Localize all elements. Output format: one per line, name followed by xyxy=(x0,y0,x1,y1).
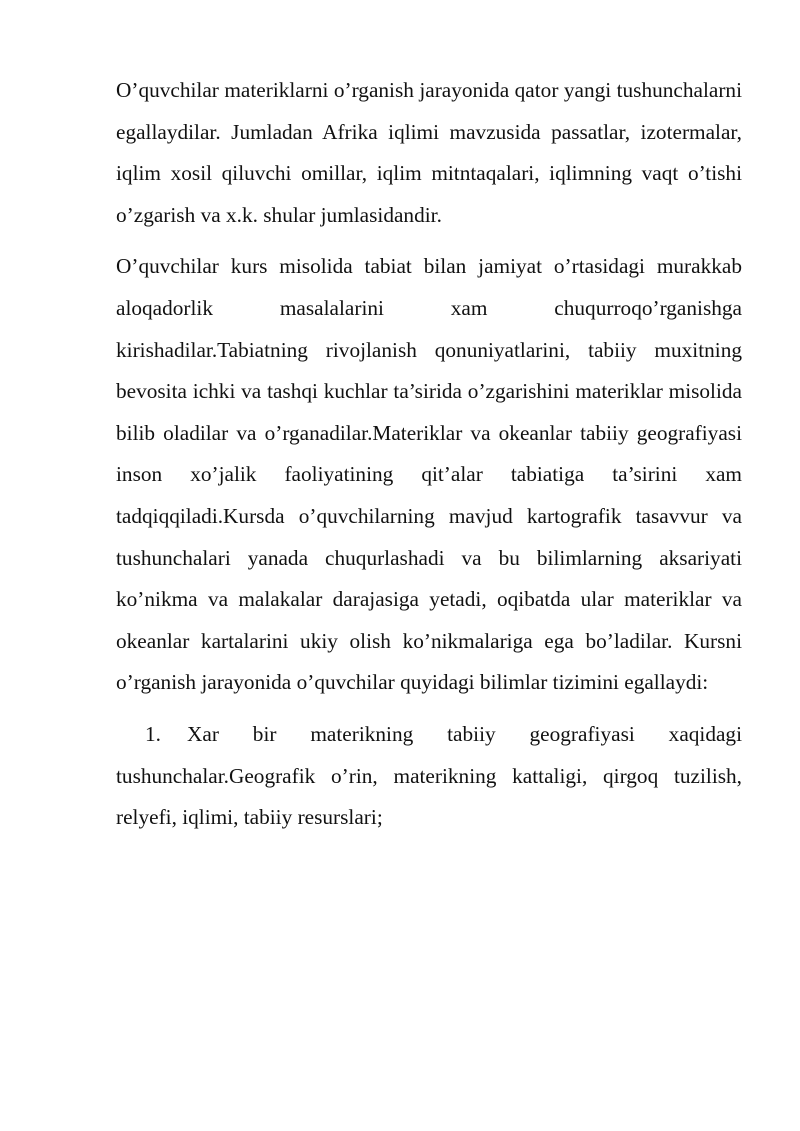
list-item-number: 1. xyxy=(145,721,161,746)
paragraph-1: O’quvchilar materiklarni o’rganish jarayonida qator yangi tushunchalarni egallaydilar. Jumladan Afrika iqlimi mavzusida passatlar, izotermalar, iqlim xosil qiluvchi omillar, iqlim mitntaqalari, iqlimning vaqt o’tishi o’zgarish va x.k. shular jumlasidandir. xyxy=(116,78,742,227)
paragraph-2: O’quvchilar kurs misolida tabiat bilan jamiyat o’rtasidagi murakkab aloqadorlik masalalarini xam chuqurroqo’rganishga kirishadilar.Tabiatning rivojlanish qonuniyatlarini, tabiiy muxitning bevosita ichki va tashqi kuchlar ta’sirida o’zgarishini materiklar misolida bilib oladilar va o’rganadilar.Materiklar va okeanlar tabiiy geografiyasi inson xo’jalik faoliyatining qit’alar tabiatiga ta’sirini xam tadqiqqiladi.Kursda o’quvchilarning mavjud kartografik tasavvur va tushunchalari yanada chuqurlashadi va bu bilimlarning aksariyati ko’nikma va malakalar darajasiga yetadi, oqibatda ular materiklar va okeanlar kartalarini ukiy olish ko’nikmalariga ega bo’ladilar. Kursni o’rganish jarayonida o’quvchilar quyidagi bilimlar tizimini egallaydi: xyxy=(116,254,742,695)
document-body xyxy=(116,70,742,839)
list-item-1 xyxy=(116,714,742,839)
list-item-text: Xar bir materikning tabiiy geografiyasi xaqidagi tushunchalar.Geografik o’rin, materikning kattaligi, qirgoq tuzilish, relyefi, iqlimi, tabiiy resurslari; xyxy=(116,721,742,830)
